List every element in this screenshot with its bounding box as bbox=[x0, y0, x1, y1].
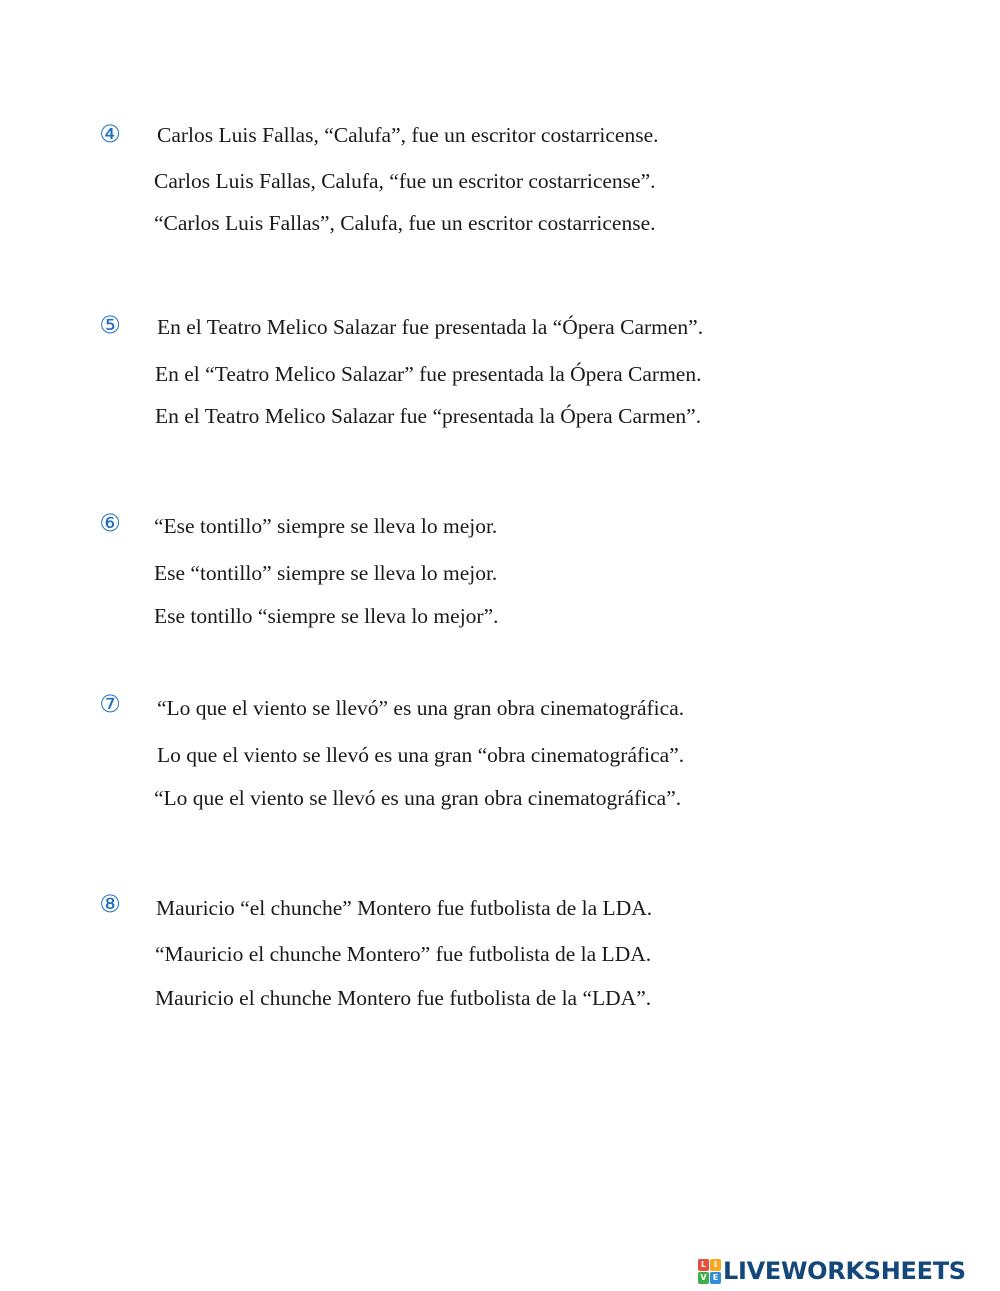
logo-mark-letter: L bbox=[698, 1259, 709, 1271]
option-8b[interactable]: “Mauricio el chunche Montero” fue futbolista de la LDA. bbox=[155, 942, 652, 966]
option-7a[interactable]: “Lo que el viento se llevó” es una gran obra cinematográfica. bbox=[157, 696, 685, 720]
option-8c[interactable]: Mauricio el chunche Montero fue futbolista de la “LDA”. bbox=[155, 986, 652, 1010]
question-number-5: ⑤ bbox=[99, 311, 121, 339]
option-5a[interactable]: En el Teatro Melico Salazar fue presentada la “Ópera Carmen”. bbox=[157, 315, 704, 339]
logo-mark-letter: V bbox=[698, 1272, 709, 1284]
option-6a[interactable]: “Ese tontillo” siempre se lleva lo mejor. bbox=[154, 514, 498, 538]
option-6b[interactable]: Ese “tontillo” siempre se lleva lo mejor. bbox=[154, 561, 498, 585]
question-number-4: ④ bbox=[99, 120, 121, 148]
option-5c[interactable]: En el Teatro Melico Salazar fue “presentada la Ópera Carmen”. bbox=[155, 404, 702, 428]
liveworksheets-logo bbox=[698, 1257, 966, 1285]
logo-mark-letter: E bbox=[710, 1272, 721, 1284]
option-4b[interactable]: Carlos Luis Fallas, Calufa, “fue un escritor costarricense”. bbox=[154, 169, 656, 193]
logo-text: LIVEWORKSHEETS bbox=[723, 1257, 966, 1285]
logo-mark-letter: I bbox=[710, 1259, 721, 1271]
option-4c[interactable]: “Carlos Luis Fallas”, Calufa, fue un escritor costarricense. bbox=[154, 211, 656, 235]
option-5b[interactable]: En el “Teatro Melico Salazar” fue presentada la Ópera Carmen. bbox=[155, 362, 702, 386]
option-8a[interactable]: Mauricio “el chunche” Montero fue futbolista de la LDA. bbox=[156, 896, 653, 920]
question-number-6: ⑥ bbox=[99, 509, 121, 537]
logo-mark-icon bbox=[698, 1259, 721, 1284]
question-number-8: ⑧ bbox=[99, 890, 121, 918]
option-7c[interactable]: “Lo que el viento se llevó es una gran obra cinematográfica”. bbox=[154, 786, 682, 810]
option-6c[interactable]: Ese tontillo “siempre se lleva lo mejor”. bbox=[154, 604, 499, 628]
option-4a[interactable]: Carlos Luis Fallas, “Calufa”, fue un escritor costarricense. bbox=[157, 123, 659, 147]
question-number-7: ⑦ bbox=[99, 690, 121, 718]
option-7b[interactable]: Lo que el viento se llevó es una gran “obra cinematográfica”. bbox=[157, 743, 685, 767]
